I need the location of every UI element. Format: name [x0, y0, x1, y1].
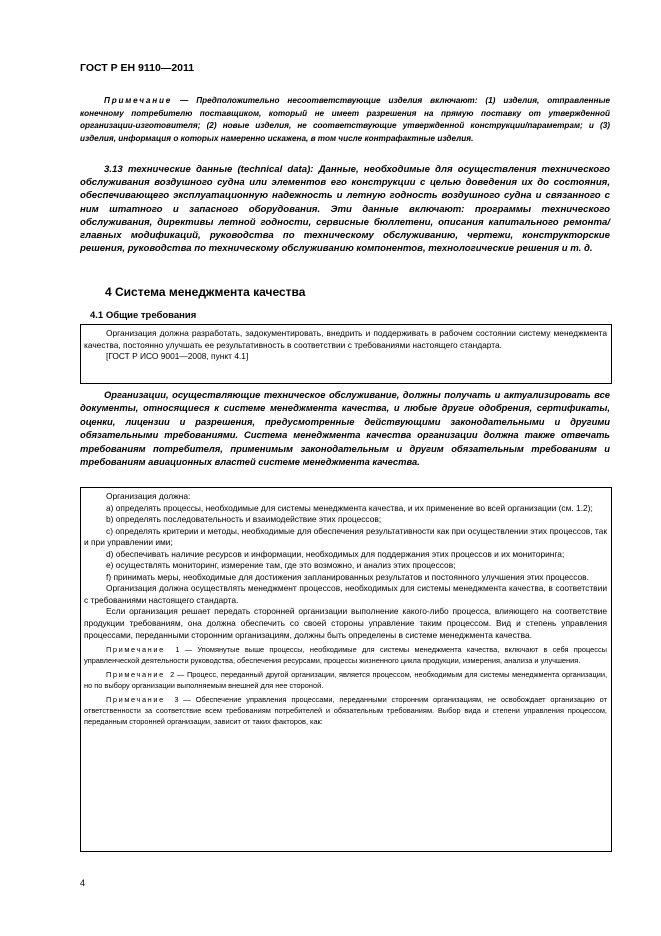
term-3-13 [80, 163, 610, 255]
list-item: e) осуществлять мониторинг, измерение там, где это возможно, и анализ этих процессов; [106, 560, 456, 571]
requirements-intro: Организация должна: [106, 491, 191, 501]
note-number: 3 [174, 695, 179, 705]
outsourcing-paragraph: Если организация решает передать сторонней организации выполнение какого-либо процесса, влияющего на соответствие продукции требованиям, она должна обеспечить со своей стороны управление таким процессом. Вид и степень управления процессами, переданными сторонним организациям, должны быть определены в системе менеджмента качества. [84, 606, 607, 640]
quote-paragraph: Организация должна разработать, задокументировать, внедрить и поддерживать в рабочем состоянии систему менеджмента качества, постоянно улучшать ее результативность в соответствии с требованиями настоящего стандарта. [84, 328, 607, 350]
note-label: Примечание [106, 645, 165, 655]
note-defective-items [80, 95, 610, 145]
note-1 [84, 645, 607, 666]
management-paragraph: Организация должна осуществлять менеджмент процессов, необходимых для системы менеджмента качества, в соответствии с требованиями настоящего стандарта. [84, 583, 607, 605]
note-text: — Упомянутые выше процессы, необходимые для системы менеджмента качества, включают в себя процессы управленческой деятельности руководства, обеспечения ресурсами, процессы жизненного цикла продукции, измерения, анализа и улучшения. [84, 645, 607, 665]
note-label: Примечание [104, 96, 173, 105]
term-number: 3.13 [104, 164, 123, 175]
note-text: — Процесс, переданный другой организации, является процессом, необходимым для системы менеджмента организации, но по выбору организации выполняемым внешней для нее стороной. [84, 670, 608, 690]
list-item: d) обеспечивать наличие ресурсов и информации, необходимых для поддержания этих процессов и их мониторинга; [106, 548, 565, 559]
subsection-4-1-title: 4.1 Общие требования [90, 310, 197, 321]
maintenance-paragraph-text: Организации, осуществляющие техническое обслуживание, должны получать и актуализировать все документы, относящиеся к системе менеджмента качества, и любые другие одобрения, сертификаты, оценки, лицензии и разрешения, предусмотренные действующими законодательными и другими обязательными требованиями. Система менеджмента качества организации должна также отвечать требованиям потребителя, применимым законодательным и другим обязательным требованиям и требованиям авиационных властей системе менеджмента качества. [80, 389, 610, 468]
note-3 [84, 695, 607, 727]
list-item: c) определять критерии и методы, необходимые для обеспечения результативности как при осуществлении этих процессов, так и при управлении ими; [84, 525, 607, 548]
note-text: — Предположительно несоответствующие изделия включают: (1) изделия, отправленные конечному потребителю поставщиком, который не имеет разрешения на прямую поставку от утвержденной организации-изготовителя; (2) новые изделия, не соответствующие утвержденной конструкции/параметрам; и (3) изделия, информация о которых намеренно искажена, в том числе контрафактные изделия. [80, 96, 610, 143]
document-code-header: ГОСТ Р ЕН 9110—2011 [80, 62, 195, 74]
term-text: технические данные (technical data): Данные, необходимые для осуществления технического обслуживания воздушного судна или элементов его конструкции с целью доведения их до состояния, обеспечивающего эксплуатационную надежность и летную годность воздушного судна и связанного с ним штатного и запасного оборудования. Эти данные включают: программы технического обслуживания, директивы летной годности, сервисные бюллетени, описания капитального ремонта/главных модификаций, руководства по техническому обслуживанию, чертежи, конструкторские решения, руководства по техническому обслуживанию компонентов, технологические решения и т. д. [80, 164, 611, 255]
quote-reference: [ГОСТ Р ИСО 9001—2008, пункт 4.1] [106, 351, 249, 362]
list-item: a) определять процессы, необходимые для системы менеджмента качества, и их применение во всей организации (см. 1.2); [106, 502, 593, 513]
note-label: Примечание [106, 670, 165, 680]
note-number: 2 [170, 670, 175, 680]
note-2 [84, 670, 607, 691]
list-item: b) определять последовательность и взаимодействие этих процессов; [106, 514, 382, 525]
note-number: 1 [175, 645, 180, 655]
section-4-title: 4 Система менеджмента качества [105, 285, 306, 299]
page-number: 4 [80, 878, 86, 888]
note-label: Примечание [106, 695, 165, 705]
quote-box-iso-9001 [80, 324, 612, 384]
quote-box-requirements [80, 487, 612, 852]
note-text: — Обеспечение управления процессами, переданными сторонним организациям, не освобождает организацию от ответственности за соответствие всем требованиям потребителей и обязательным требованиям. Выбор вида и степени управления процессом, переданным сторонней организации, зависит от таких факторов, как: [84, 695, 608, 726]
maintenance-organizations-paragraph [80, 388, 610, 468]
list-item: f) принимать меры, необходимые для достижения запланированных результатов и постоянного улучшения этих процессов. [106, 571, 589, 582]
